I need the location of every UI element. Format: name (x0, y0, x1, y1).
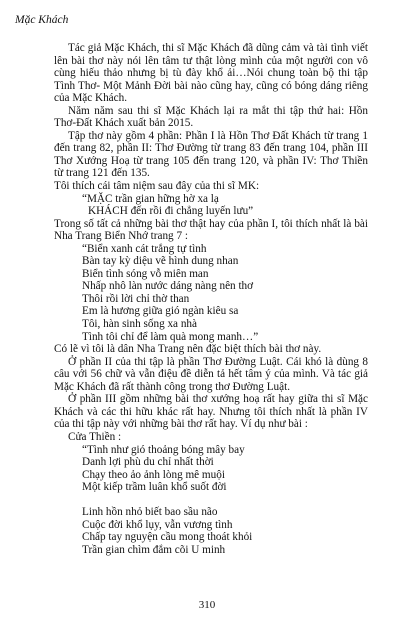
poem-line: Biển tình sóng vỗ miên man (82, 267, 209, 280)
poem-line: Chạy theo ảo ảnh lòng mê muội (82, 468, 225, 481)
paragraph: Tác giả Mặc Khách, thi sĩ Mặc Khách đã dũng cảm và tài tình viết lên bài thơ này nói lên tâm tư thật lòng mình của một người con vô cùng hiếu thảo nhưng bị tù đày khổ ải…Nói chung toàn bộ thi tập Tình Thơ- Một Mảnh Đời bài nào cũng hay, cũng có bóng dáng riêng của Mặc Khách. (54, 42, 368, 105)
stanza-break (54, 494, 368, 507)
poem-line: “Tình như gió thoảng bóng mây bay (82, 443, 245, 456)
poem-line: Thôi rồi lời chỉ thờ than (82, 292, 190, 305)
poem-line: Em là hương giữa gió ngàn kiêu sa (82, 305, 239, 318)
poem-line: Linh hồn nhỏ biết bao sầu não (82, 506, 218, 519)
page-body (54, 42, 368, 556)
paragraph: Ở phần II của thi tập là phần Thơ Đường Luật. Cái khó là dùng 8 câu với 56 chữ và vẫn điệu đề diễn tả hết tâm ý của mình. Và tác giả Mặc Khách đã rất thành công trong thơ Đường Luật. (54, 355, 368, 393)
poem-line: Trần gian chìm đắm cõi U minh (82, 543, 226, 556)
poem-line: Cuộc đời khổ lụy, vẫn vương tình (82, 518, 233, 531)
poem-line: Bàn tay kỳ diệu vẽ hình dung nhan (82, 255, 239, 268)
poem-quote (54, 243, 368, 343)
paragraph: Cửa Thiền : (68, 430, 122, 443)
poem-quote (54, 193, 368, 218)
poem-line: Tôi, hàn sinh sống xa nhà (82, 318, 197, 331)
paragraph: Năm năm sau thi sĩ Mặc Khách lại ra mắt thi tập thứ hai: Hồn Thơ-Đất Khách xuất bản 2015. (54, 104, 368, 130)
poem-line: Một kiếp trầm luân khổ suốt đời (82, 481, 227, 494)
poem-line: Chấp tay nguyện cầu mong thoát khỏi (82, 531, 253, 544)
paragraph: Tập thơ này gồm 4 phần: Phần I là Hồn Thơ Đất Khách từ trang 1 đến trang 82, phần II: Thơ Đường từ trang 83 đến trang 104, phần III Thơ Xướng Hoạ từ trang 105 đến trang 120, và phần IV: Thơ Thiền từ trang 121 đến 135. (54, 129, 368, 180)
paragraph: Có lẽ vì tôi là dân Nha Trang nên đặc biệt thích bài thơ này. (54, 343, 322, 356)
paragraph: Ở phần III gồm những bài thơ xướng hoạ rất hay giữa thi sĩ Mặc Khách và các thi hữu khác rất hay. Nhưng tôi thích nhất là phần IV của thi tập này với những bài thơ rất hay. Ví dụ như bài : (54, 393, 368, 431)
poem-line: Nhấp nhô làn nước dáng nàng nên thơ (82, 280, 254, 293)
poem-quote (54, 444, 368, 557)
poem-line: Tình tôi chỉ để làm quà mong manh…” (82, 330, 259, 343)
poem-line: KHÁCH đến rồi đi chẳng luyến lưu” (88, 205, 254, 218)
poem-line: “Biển xanh cát trắng tự tình (82, 242, 207, 255)
poem-line: “MẶC trần gian hững hờ xa lạ (82, 192, 219, 205)
poem-line: Danh lợi phù du chỉ nhất thời (82, 456, 214, 469)
running-header: Mặc Khách (15, 14, 69, 26)
paragraph: Tôi thích cái tâm niệm sau đây của thi sĩ MK: (54, 180, 260, 193)
page-number: 310 (198, 599, 216, 611)
paragraph: Trong số tất cả những bài thơ thật hay của phần I, tôi thích nhất là bài Nha Trang Biển Nhớ trang 7 : (54, 217, 368, 243)
